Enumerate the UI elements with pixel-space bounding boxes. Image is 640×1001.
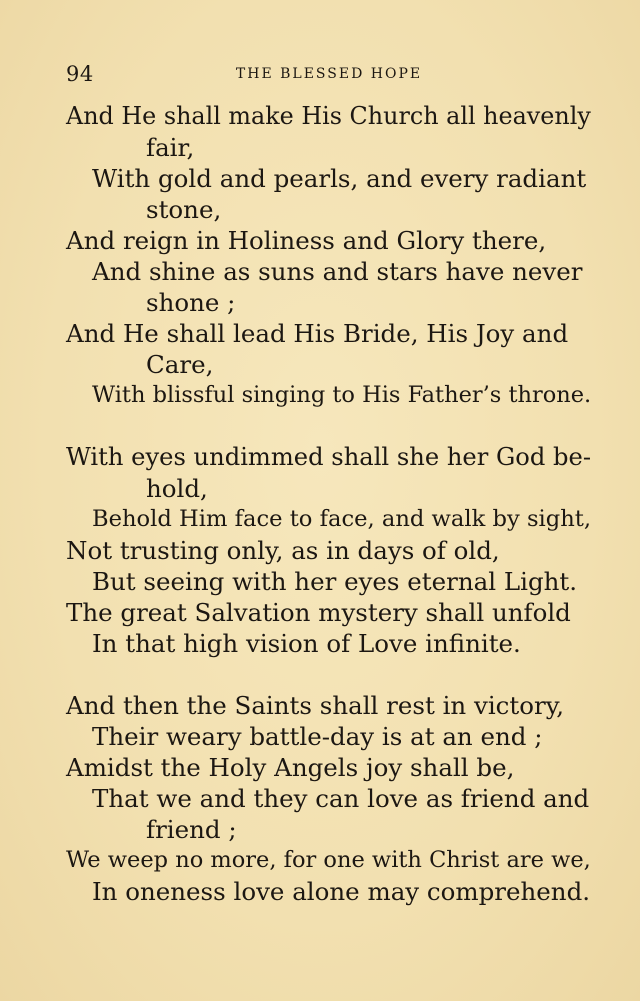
- poem-line: And shine as suns and stars have never: [92, 257, 583, 286]
- poem-line: The great Salvation mystery shall unfold: [66, 598, 571, 627]
- poem-line: Amidst the Holy Angels joy shall be,: [66, 753, 515, 782]
- stanza-3: [66, 690, 594, 907]
- poem-line: With gold and pearls, and every radiant: [92, 164, 587, 193]
- poem-line: And He shall make His Church all heavenly: [66, 102, 591, 130]
- poem-line: hold,: [146, 474, 208, 503]
- poem-line: That we and they can love as friend and: [92, 784, 590, 813]
- poem-line: stone,: [146, 195, 222, 224]
- poem-line: shone ;: [146, 288, 236, 317]
- poem-line: Not trusting only, as in days of old,: [66, 536, 500, 565]
- poem-line: In that high vision of Love infinite.: [92, 629, 521, 658]
- poem-line: fair,: [146, 133, 195, 162]
- poem: [66, 101, 594, 907]
- stanza-2: [66, 442, 594, 659]
- poem-line: Care,: [146, 350, 214, 379]
- poem-line: With blissful singing to His Father’s throne.: [92, 382, 592, 408]
- poem-line: We weep no more, for one with Christ are we,: [66, 847, 591, 873]
- poem-line: Behold Him face to face, and walk by sight,: [92, 506, 592, 532]
- poem-line: And reign in Holiness and Glory there,: [66, 226, 547, 255]
- page-header: [66, 62, 592, 88]
- poem-line: friend ;: [146, 815, 237, 844]
- page-number: 94: [66, 62, 94, 86]
- stanza-1: [66, 101, 594, 411]
- poem-line: And He shall lead His Bride, His Joy and: [66, 319, 569, 348]
- poem-line: Their weary battle-day is at an end ;: [92, 722, 543, 751]
- poem-line: And then the Saints shall rest in victory,: [66, 691, 565, 720]
- poem-line: In oneness love alone may comprehend.: [92, 877, 591, 906]
- poem-line: With eyes undimmed shall she her God be-: [66, 443, 592, 471]
- running-title: THE BLESSED HOPE: [235, 66, 423, 82]
- poem-line: But seeing with her eyes eternal Light.: [92, 567, 578, 596]
